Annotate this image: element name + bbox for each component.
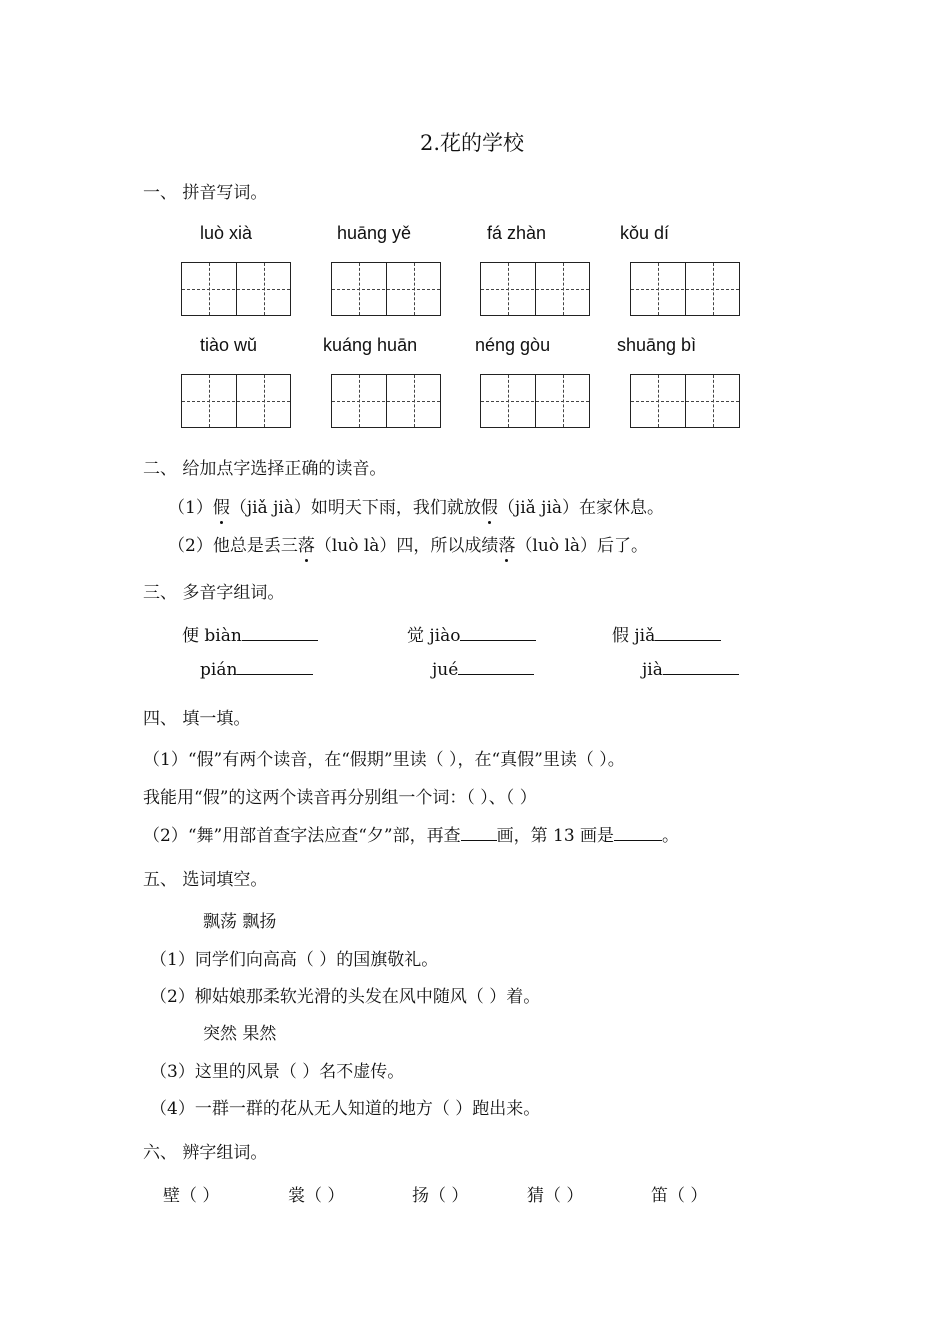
page-title: 2.花的学校 bbox=[420, 131, 525, 155]
section-3-heading: 三、 多音字组词。 bbox=[143, 583, 285, 603]
writing-grid[interactable] bbox=[630, 262, 740, 316]
polyphone-item: 便 biàn bbox=[182, 621, 318, 646]
question-5-3: （3）这里的风景（ ）名不虚传。 bbox=[150, 1062, 405, 1082]
question-4-2: （2）“舞”用部首查字法应查“夕”部，再查 画，第 13 画是 。 bbox=[143, 826, 680, 846]
pinyin-7: néng gòu bbox=[475, 335, 551, 355]
char-item: 猜（ ） bbox=[527, 1186, 584, 1206]
pinyin-2: huāng yě bbox=[337, 223, 412, 243]
pinyin-3: fá zhàn bbox=[487, 223, 547, 243]
answer-blank[interactable] bbox=[461, 826, 497, 841]
answer-blank[interactable] bbox=[242, 626, 318, 641]
polyphone-item: jià bbox=[642, 660, 739, 680]
section-6-heading: 六、 辨字组词。 bbox=[143, 1143, 268, 1163]
char-item: 扬（ ） bbox=[412, 1186, 469, 1206]
answer-blank[interactable] bbox=[237, 660, 313, 675]
pinyin-8: shuāng bì bbox=[617, 335, 697, 355]
answer-blank[interactable] bbox=[663, 660, 739, 675]
section-4-heading: 四、 填一填。 bbox=[143, 709, 251, 729]
section-1-heading: 一、 拼音写词。 bbox=[143, 183, 268, 203]
pinyin-5: tiào wǔ bbox=[200, 335, 258, 355]
polyphone-item: 假 jiǎ bbox=[612, 621, 721, 646]
writing-grid[interactable] bbox=[331, 374, 441, 428]
char-item: 壁（ ） bbox=[163, 1186, 220, 1206]
writing-grid[interactable] bbox=[181, 374, 291, 428]
question-5-2: （2）柳姑娘那柔软光滑的头发在风中随风（ ）着。 bbox=[150, 987, 541, 1007]
answer-blank[interactable] bbox=[614, 826, 662, 841]
question-2-1: （1）假（jiǎ jià）如明天下雨，我们就放假（jiǎ jià）在家休息。 bbox=[168, 493, 664, 518]
question-5-4: （4）一群一群的花从无人知道的地方（ ）跑出来。 bbox=[150, 1099, 541, 1119]
pinyin-4: kǒu dí bbox=[620, 223, 670, 243]
word-choices-2: 突然 果然 bbox=[203, 1024, 277, 1044]
section-2-heading: 二、 给加点字选择正确的读音。 bbox=[143, 459, 387, 479]
answer-blank[interactable] bbox=[655, 626, 721, 641]
pinyin-1: luò xià bbox=[200, 223, 253, 243]
polyphone-item: pián bbox=[200, 660, 313, 680]
question-4-1: （1）“假”有两个读音，在“假期”里读（ ），在“真假”里读（ ）。 bbox=[143, 750, 625, 770]
answer-blank[interactable] bbox=[460, 626, 536, 641]
word-choices-1: 飘荡 飘扬 bbox=[203, 912, 277, 932]
char-item: 裳（ ） bbox=[288, 1186, 345, 1206]
writing-grid[interactable] bbox=[181, 262, 291, 316]
answer-blank[interactable] bbox=[458, 660, 534, 675]
writing-grid[interactable] bbox=[480, 374, 590, 428]
question-2-2: （2）他总是丢三落（luò là）四，所以成绩落（luò là）后了。 bbox=[168, 531, 648, 556]
char-item: 笛（ ） bbox=[651, 1186, 708, 1206]
pinyin-6: kuáng huān bbox=[323, 335, 418, 355]
polyphone-item: jué bbox=[432, 660, 534, 680]
question-5-1: （1）同学们向高高（ ）的国旗敬礼。 bbox=[150, 950, 439, 970]
writing-grid[interactable] bbox=[480, 262, 590, 316]
question-4-1b: 我能用“假”的这两个读音再分别组一个词：（ ）、（ ） bbox=[143, 788, 537, 808]
writing-grid[interactable] bbox=[630, 374, 740, 428]
writing-grid[interactable] bbox=[331, 262, 441, 316]
section-5-heading: 五、 选词填空。 bbox=[143, 870, 268, 890]
polyphone-item: 觉 jiào bbox=[407, 621, 536, 646]
